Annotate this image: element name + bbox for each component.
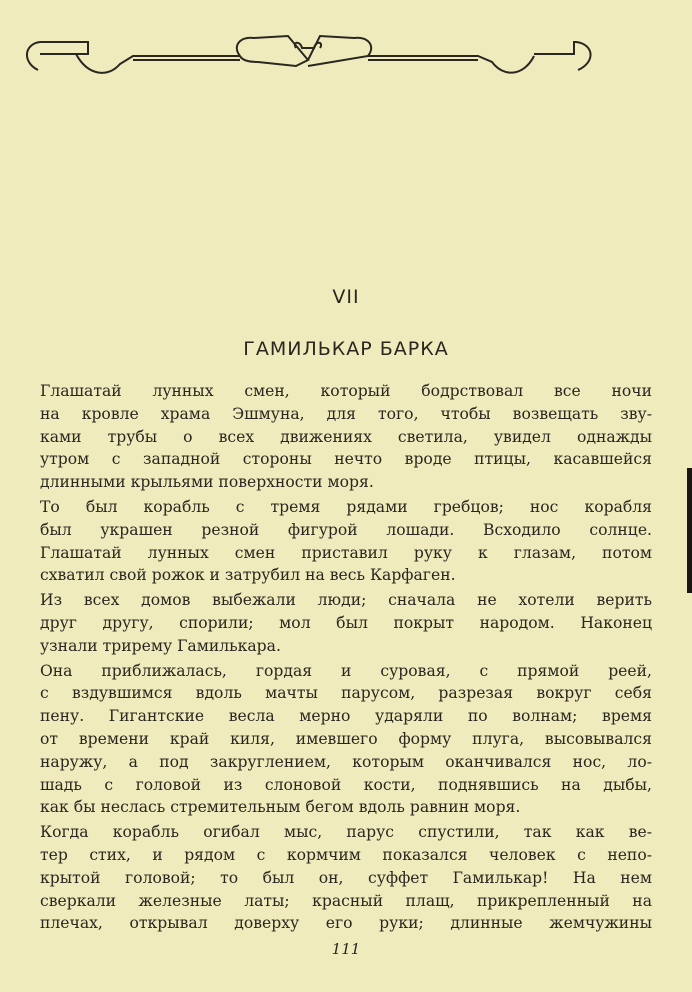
paragraph	[40, 380, 652, 494]
paragraph	[40, 496, 652, 587]
paragraph	[40, 589, 652, 657]
paragraph	[40, 660, 652, 820]
binding-shadow	[687, 468, 692, 593]
body-text	[40, 380, 652, 937]
text-line: Из всех домов выбежали люди; сначала не хотели верить	[40, 591, 652, 610]
text-line: Глашатай лунных смен, который бодрствовал все ночи	[40, 382, 652, 400]
text-line: наружу, а под закруглением, которым оканчивался нос, ло-	[40, 752, 652, 771]
page-number: 111	[331, 940, 361, 958]
text-line: узнали трирему Гамилькара.	[40, 636, 281, 655]
chapter-number: VII	[332, 286, 360, 308]
text-line: пену. Гигантские весла мерно ударяли по волнам; время	[40, 707, 652, 726]
text-line: друг другу, спорили; мол был покрыт народом. Наконец	[40, 613, 652, 632]
text-line: Она приближалась, гордая и суровая, с прямой реей,	[40, 661, 652, 680]
paragraph	[40, 821, 652, 935]
text-line: Глашатай лунных смен приставил руку к глазам, потом	[40, 543, 652, 562]
text-line: крытой головой; то был он, суффет Гамилькар! На нем	[40, 868, 652, 887]
text-line: был украшен резной фигурой лошади. Всходило солнце.	[40, 520, 652, 539]
text-line: от времени край киля, имевшего форму плуга, высовывался	[40, 729, 652, 748]
text-line: на кровле храма Эшмуна, для того, чтобы возвещать зву-	[40, 404, 652, 423]
text-line: тер стих, и рядом с кормчим показался человек с непо-	[40, 845, 652, 864]
text-line: То был корабль с тремя рядами гребцов; нос корабля	[40, 497, 652, 516]
text-line: схватил свой рожок и затрубил на весь Карфаген.	[40, 566, 456, 585]
text-line: Когда корабль огибал мыс, парус спустили, так как ве-	[40, 823, 652, 842]
text-line: сверкали железные латы; красный плащ, прикрепленный на	[40, 891, 652, 910]
text-line: длинными крыльями поверхности моря.	[40, 473, 374, 492]
text-line: с вздувшимся вдоль мачты парусом, разрезая вокруг себя	[40, 684, 652, 703]
text-line: как бы неслась стремительным бегом вдоль равнин моря.	[40, 798, 521, 817]
chapter-title: ГАМИЛЬКАР БАРКА	[243, 338, 449, 360]
text-line: утром с западной стороны нечто вроде птицы, касавшейся	[40, 450, 652, 469]
header-ornament	[8, 26, 608, 82]
text-line: ками трубы о всех движениях светила, увидел однажды	[40, 427, 652, 446]
text-line: шадь с головой из слоновой кости, поднявшись на дыбы,	[40, 775, 652, 794]
text-line: плечах, открывал доверху его руки; длинные жемчужины	[40, 914, 652, 933]
